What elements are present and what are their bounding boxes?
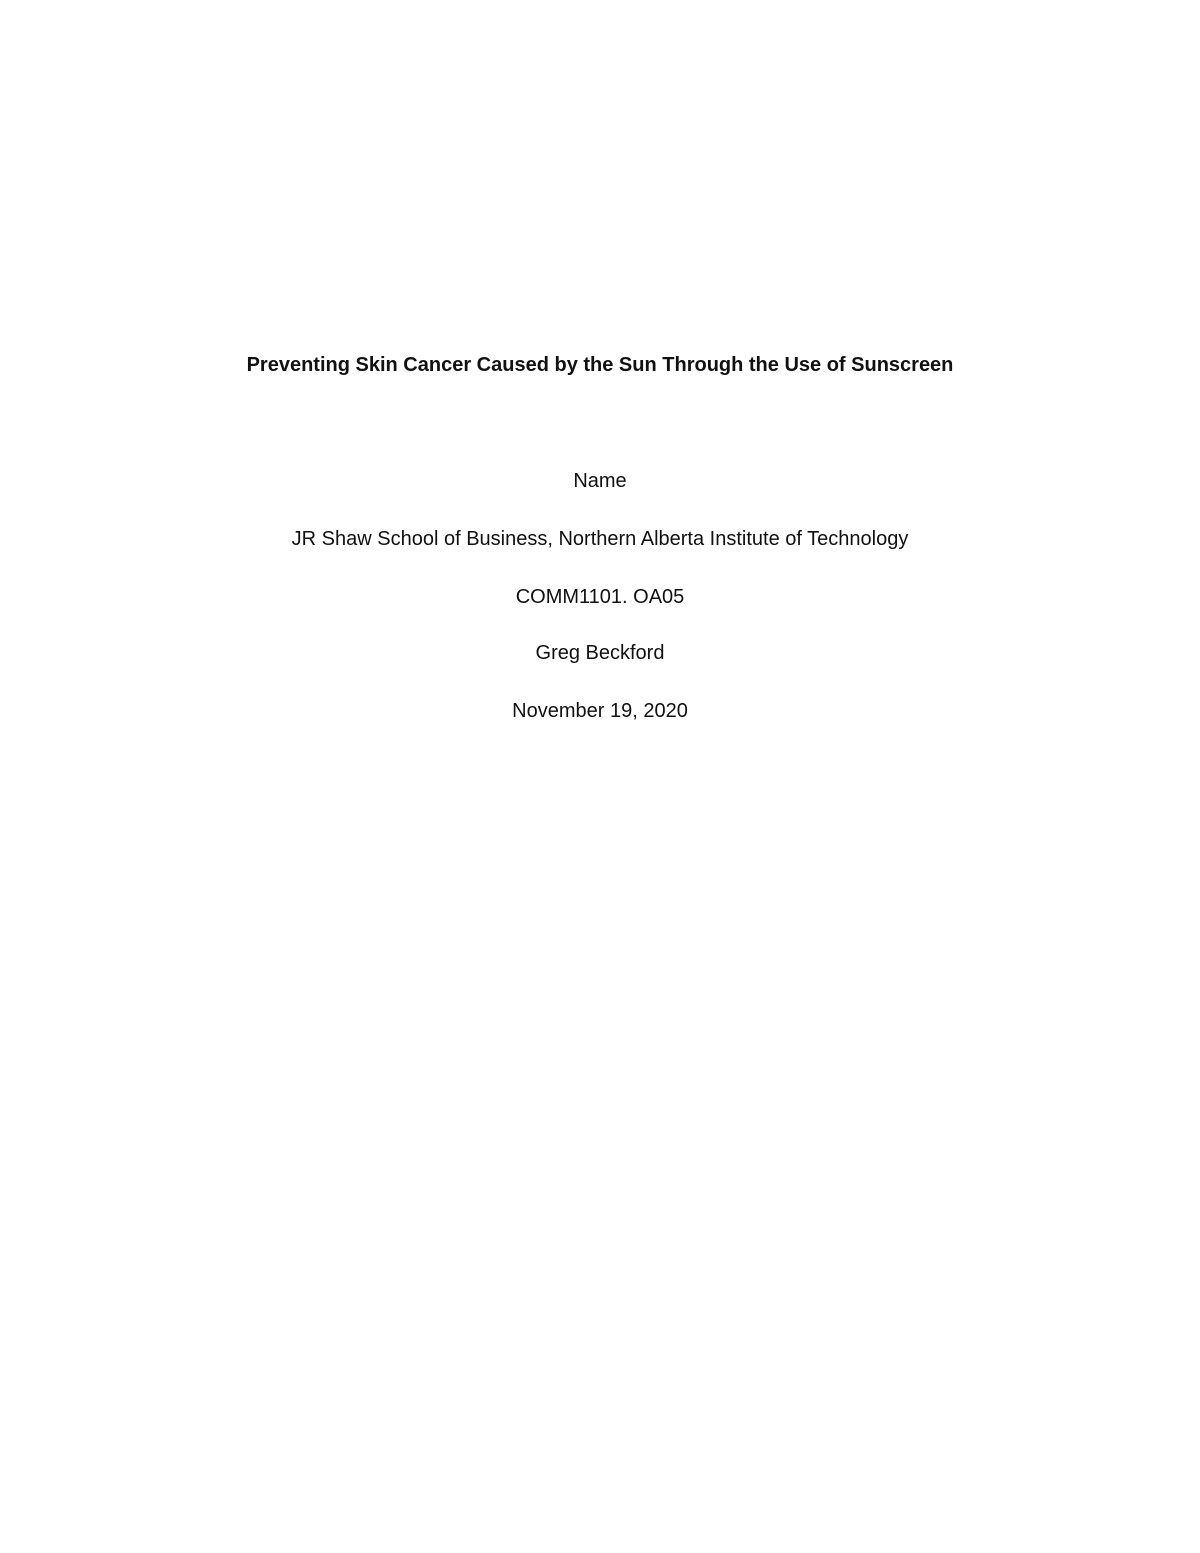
author-name: Name	[573, 470, 627, 492]
submission-date: November 19, 2020	[512, 700, 688, 722]
course-code: COMM1101. OA05	[515, 586, 685, 608]
institution-affiliation: JR Shaw School of Business, Northern Alberta Institute of Technology	[291, 528, 909, 550]
paper-title: Preventing Skin Cancer Caused by the Sun Through the Use of Sunscreen	[246, 354, 954, 376]
instructor-name: Greg Beckford	[535, 642, 665, 664]
